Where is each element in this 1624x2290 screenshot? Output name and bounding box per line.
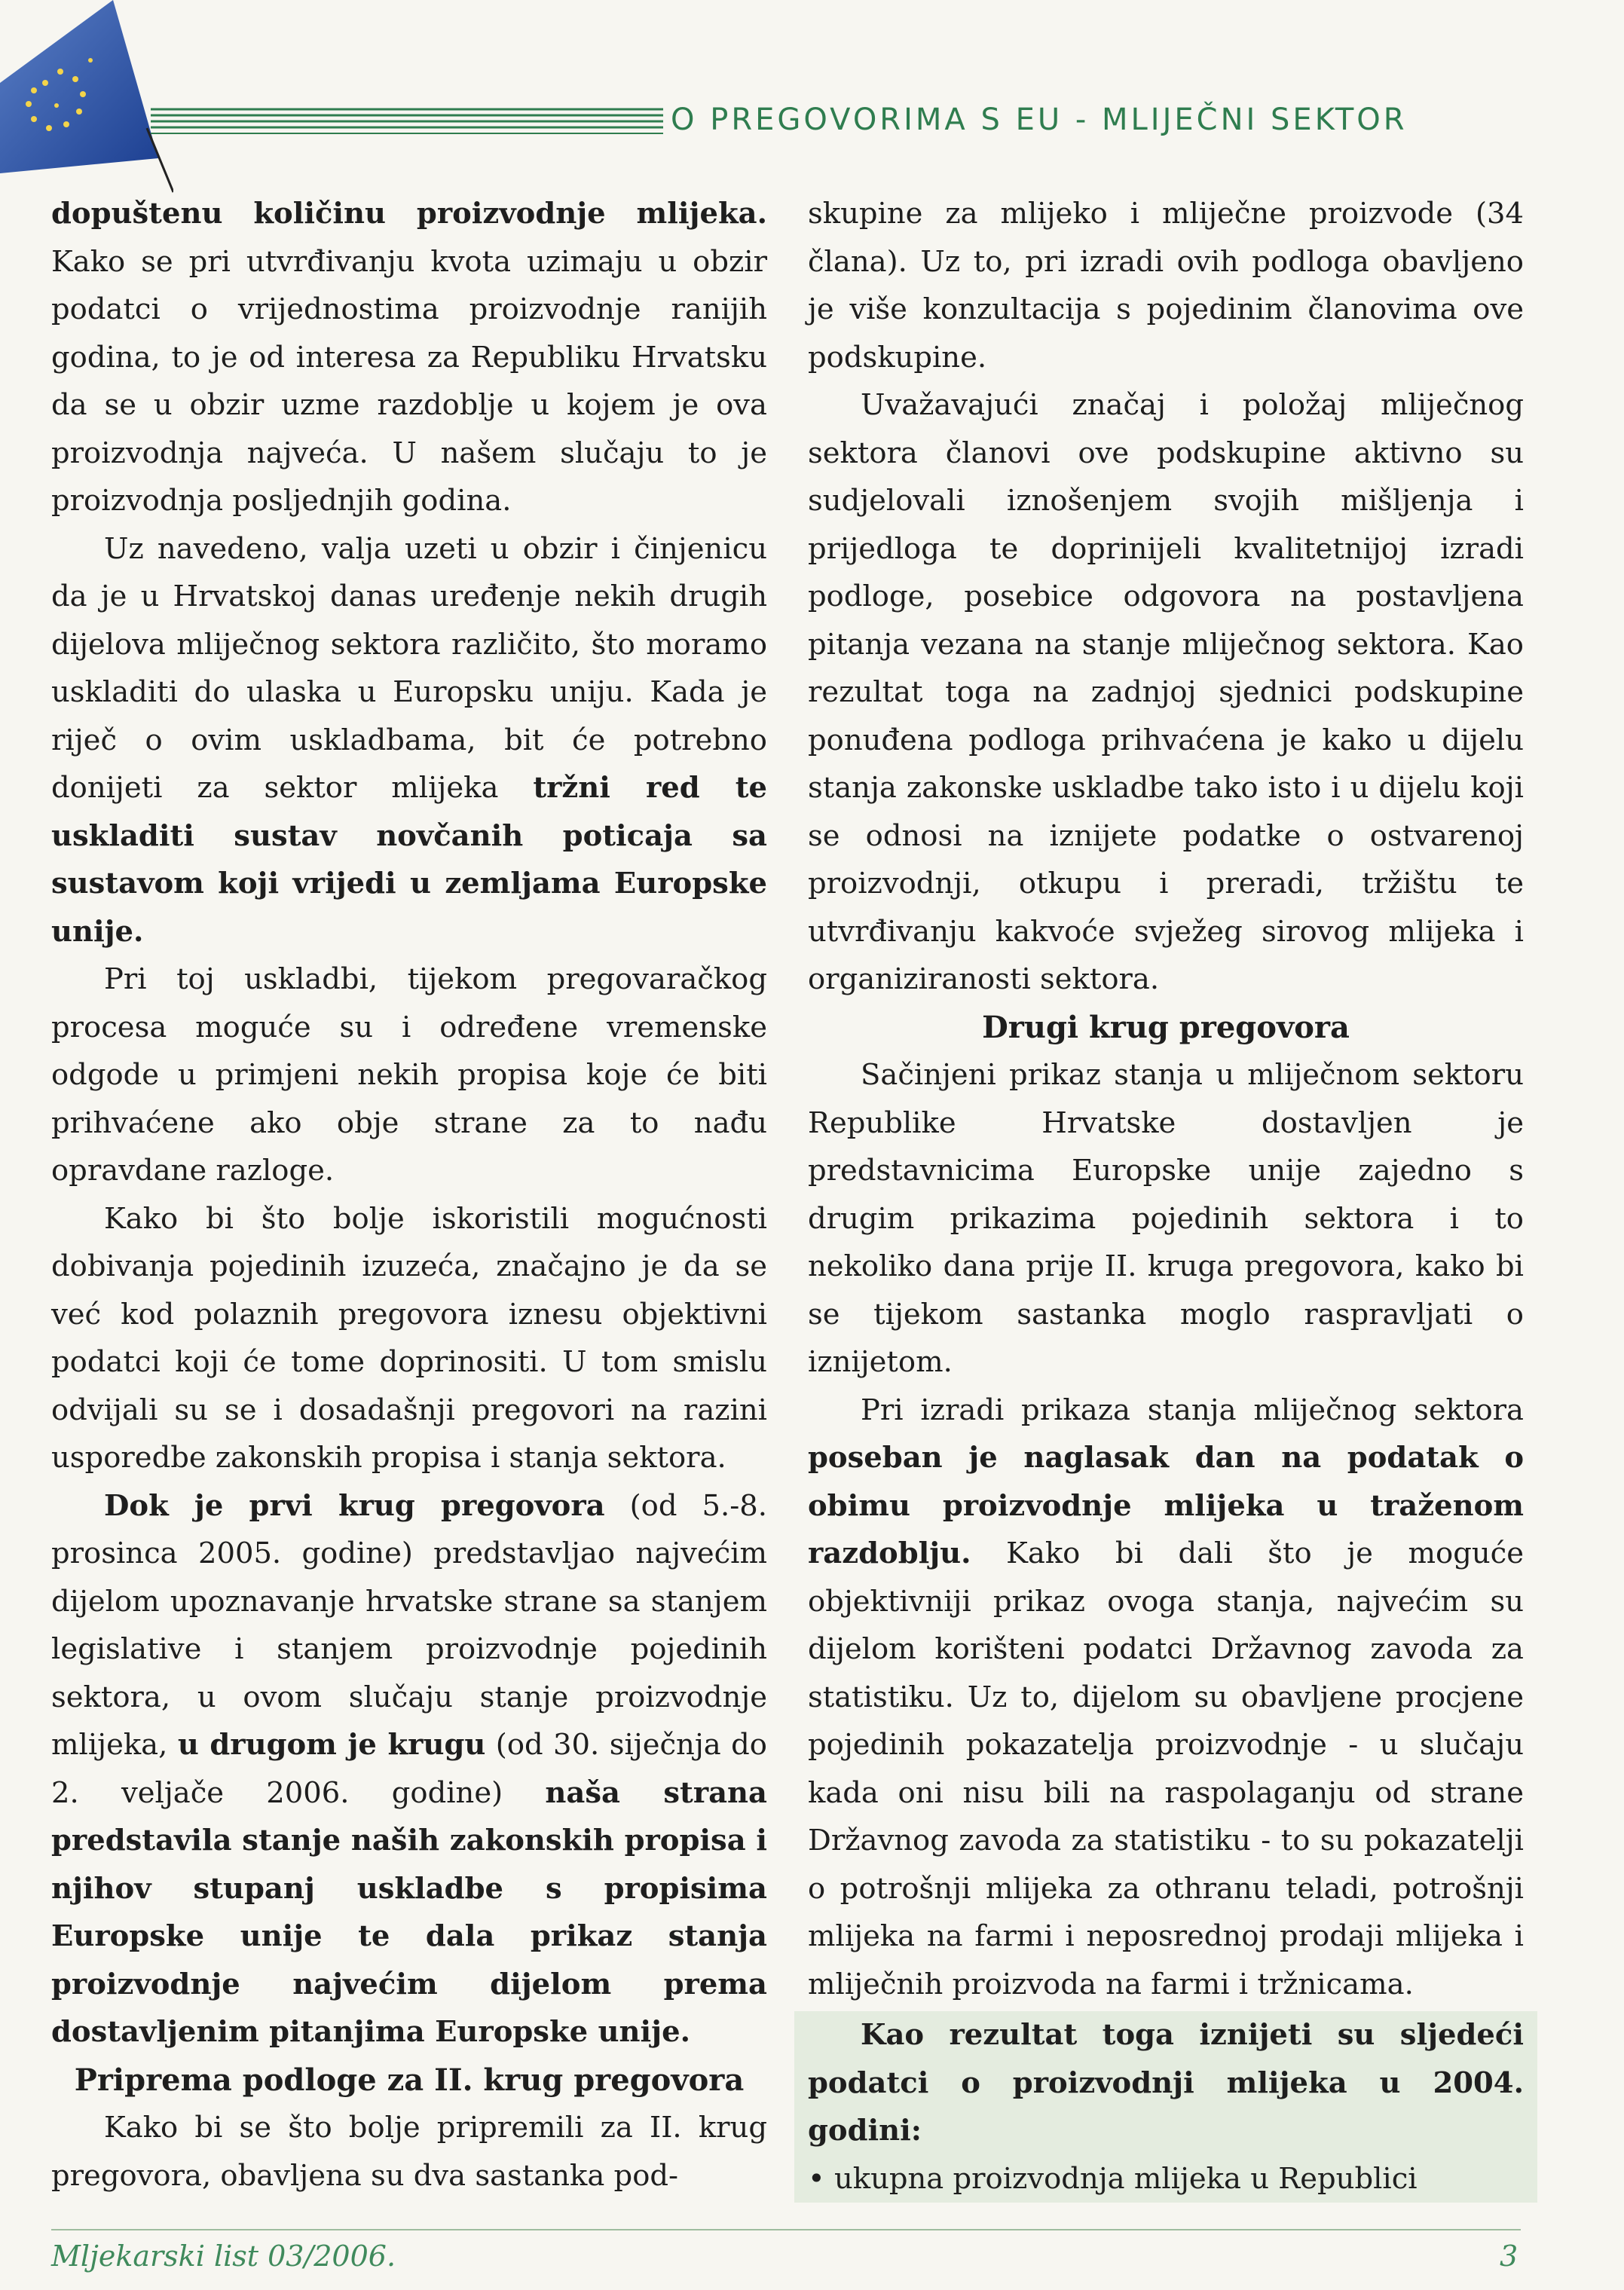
paragraph: skupine za mlijeko i mliječne proizvode (34 člana). Uz to, pri izradi ovih podloga obavljeno je više konzultacija s pojedinim članovima ove podskupine. <box>808 197 1524 375</box>
paragraph: Uvažavajući značaj i položaj mliječnog sektora članovi ove podskupine aktivno su sudjelovali iznošenjem svojih mišljenja i prijedloga te doprinijeli kvalitetnijoj izradi podloge, posebice odgovora na postavljena pitanja vezana na stanje mliječnog sektora. Kao rezultat toga na zadnjoj sjednici podskupine ponuđena podloga prihvaćena je kako u dijelu stanja zakonske uskladbe tako isto i u dijelu koji se odnosi na iznijete podatke o ostvarenoj proizvodnji, otkupu i preradi, tržištu te utvrđivanju kakvoće svježeg sirovog mlijeka i organiziranosti sektora. <box>808 388 1524 996</box>
paragraph: Kako bi se što bolje pripremili za II. krug pregovora, obavljena su dva sastanka pod- <box>51 2111 767 2193</box>
bold-text: Kao rezultat toga iznijeti su sljedeći podatci o proizvodnji mlijeka u 2004. godini: <box>808 2018 1524 2148</box>
page-number: 3 <box>1500 2240 1518 2273</box>
highlight-box <box>794 2011 1537 2203</box>
page-header-title: O PREGOVORIMA S EU - MLIJEČNI SEKTOR <box>671 102 1408 137</box>
left-column <box>51 190 767 2200</box>
section-heading: Priprema podloge za II. krug pregovora <box>74 2062 745 2098</box>
text: (od 30. siječnja do 2. veljače 2006. godine) <box>51 1728 767 1810</box>
bold-text: Dok je prvi krug pregovora <box>104 1488 605 1523</box>
paragraph: Kako bi što bolje iskoristili mogućnosti dobivanja pojedinih izuzeća, značajno je da se već kod polaznih pregovora iznesu objektivni podatci koji će tome doprinositi. U tom smislu odvijali su se i dosadašnji pregovori na razini usporedbe zakonskih propisa i stanja sektora. <box>51 1201 767 1475</box>
bold-text: tržni red te uskladiti sustav novčanih poticaja sa sustavom koji vrijedi u zemljama Europske unije. <box>51 771 767 949</box>
paragraph <box>808 2011 1524 2155</box>
bold-text: u drugom je krugu <box>177 1728 486 1762</box>
bold-text: poseban je naglasak dan na podatak o obimu proizvodnje mlijeka u traženom razdoblju. <box>808 1441 1524 1570</box>
text: Uz navedeno, valja uzeti u obzir i činjenicu da je u Hrvatskoj danas uređenje nekih drugih dijelova mliječnog sektora različito, što moramo uskladiti do ulaska u Europsku uniju. Kada je riječ o ovim uskladbama, bit će potrebno donijeti za sektor mlijeka <box>51 531 767 805</box>
footer-rule <box>51 2229 1521 2230</box>
eu-flag-icon <box>0 0 173 196</box>
right-column <box>808 190 1524 2203</box>
list-item: • ukupna proizvodnja mlijeka u Republici <box>808 2161 1418 2196</box>
paragraph <box>51 525 767 956</box>
bold-text: naša strana predstavila stanje naših zakonskih propisa i njihov stupanj uskladbe s propisima Europske unije te dala prikaz stanja proizvodnje najvećim dijelom prema dostavljenim pitanjima Europske unije. <box>51 1775 767 2049</box>
text: Pri izradi prikaza stanja mliječnog sektora <box>861 1393 1524 1427</box>
paragraph <box>51 190 767 525</box>
section-heading: Drugi krug pregovora <box>982 1009 1350 1045</box>
paragraph: Pri toj uskladbi, tijekom pregovaračkog procesa moguće su i određene vremenske odgode u primjeni nekih propisa koje će biti prihvaćene ako obje strane za to nađu opravdane razloge. <box>51 962 767 1188</box>
journal-name: Mljekarski list 03/2006. <box>51 2240 396 2273</box>
header-rule <box>151 105 663 136</box>
text: (od 5.-8. prosinca 2005. godine) predstavljao najvećim dijelom upoznavanje hrvatske strane sa stanjem legislative i stanjem proizvodnje pojedinih sektora, u ovom slučaju stanje proizvodnje mlijeka, <box>51 1488 767 1762</box>
paragraph <box>51 1482 767 2056</box>
paragraph <box>808 1387 1524 2009</box>
paragraph: Sačinjeni prikaz stanja u mliječnom sektoru Republike Hrvatske dostavljen je predstavnicima Europske unije zajedno s drugim prikazima pojedinih sektora i to nekoliko dana prije II. kruga pregovora, kako bi se tijekom sastanka moglo raspravljati o iznijetom. <box>808 1058 1524 1379</box>
bold-text: dopuštenu količinu proizvodnje mlijeka. <box>51 197 767 231</box>
text: Kako bi dali što je moguće objektivniji prikaz ovoga stanja, najvećim su dijelom korišteni podatci Državnog zavoda za statistiku. Uz to, dijelom su obavljene procjene pojedinih pokazatelja proizvodnje - u slučaju kada oni nisu bili na raspolaganju od strane Državnog zavoda za statistiku - to su pokazatelji o potrošnji mlijeka za othranu teladi, potrošnji mlijeka na farmi i neposrednoj prodaji mlijeka i mliječnih proizvoda na farmi i tržnicama. <box>808 1536 1524 2001</box>
text: Kako se pri utvrđivanju kvota uzimaju u obzir podatci o vrijednostima proizvodnje ranijih godina, to je od interesa za Republiku Hrvatsku da se u obzir uzme razdoblje u kojem je ova proizvodnja najveća. U našem slučaju to je proizvodnja posljednjih godina. <box>51 244 767 518</box>
